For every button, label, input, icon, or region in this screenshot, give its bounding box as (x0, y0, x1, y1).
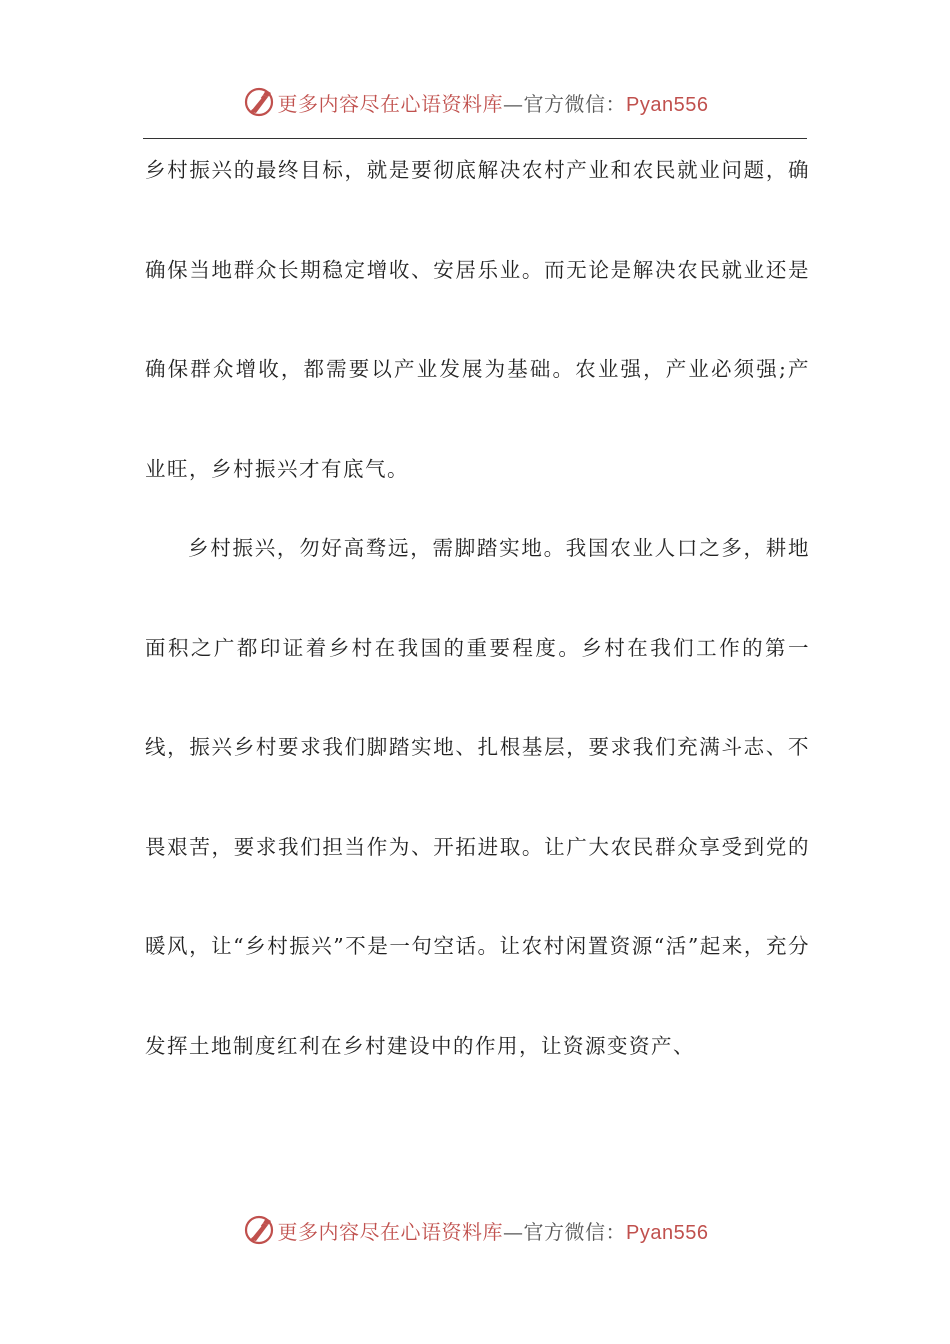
footer-account: Pyan556 (626, 1221, 709, 1244)
header-dash: — (503, 91, 524, 116)
header-banner (0, 82, 950, 122)
footer-dash: — (503, 1219, 524, 1244)
paragraph-2: 乡村振兴，勿好高骛远，需脚踏实地。我国农业人口之多，耕地面积之广都印证着乡村在我国的重要程度。乡村在我们工作的第一线，振兴乡村要求我们脚踏实地、扎根基层，要求我们充满斗志、不畏艰苦，要求我们担当作为、开拓进取。让广大农民群众享受到党的暖风，让“乡村振兴”不是一句空话。让农村闲置资源“活”起来，充分发挥土地制度红利在乡村建设中的作用，让资源变资产、 (145, 536, 810, 1058)
paragraph-1: 乡村振兴的最终目标，就是要彻底解决农村产业和农民就业问题，确确保当地群众长期稳定增收、安居乐业。而无论是解决农民就业还是确保群众增收，都需要以产业发展为基础。农业强，产业必须强;产业旺，乡村振兴才有底气。 (145, 158, 810, 481)
header-text-main: 更多内容尽在心语资料库 (277, 91, 504, 116)
footer-wechat-label: 官方微信： (523, 1219, 627, 1244)
pen-nib-logo-icon (242, 1213, 276, 1247)
pen-nib-logo-icon (242, 85, 276, 119)
header-account: Pyan556 (626, 93, 709, 116)
footer-text-main: 更多内容尽在心语资料库 (277, 1219, 504, 1244)
header-wechat-label: 官方微信： (523, 91, 627, 116)
header-text (278, 88, 709, 117)
footer-banner (0, 1210, 950, 1250)
footer-text (278, 1216, 709, 1245)
